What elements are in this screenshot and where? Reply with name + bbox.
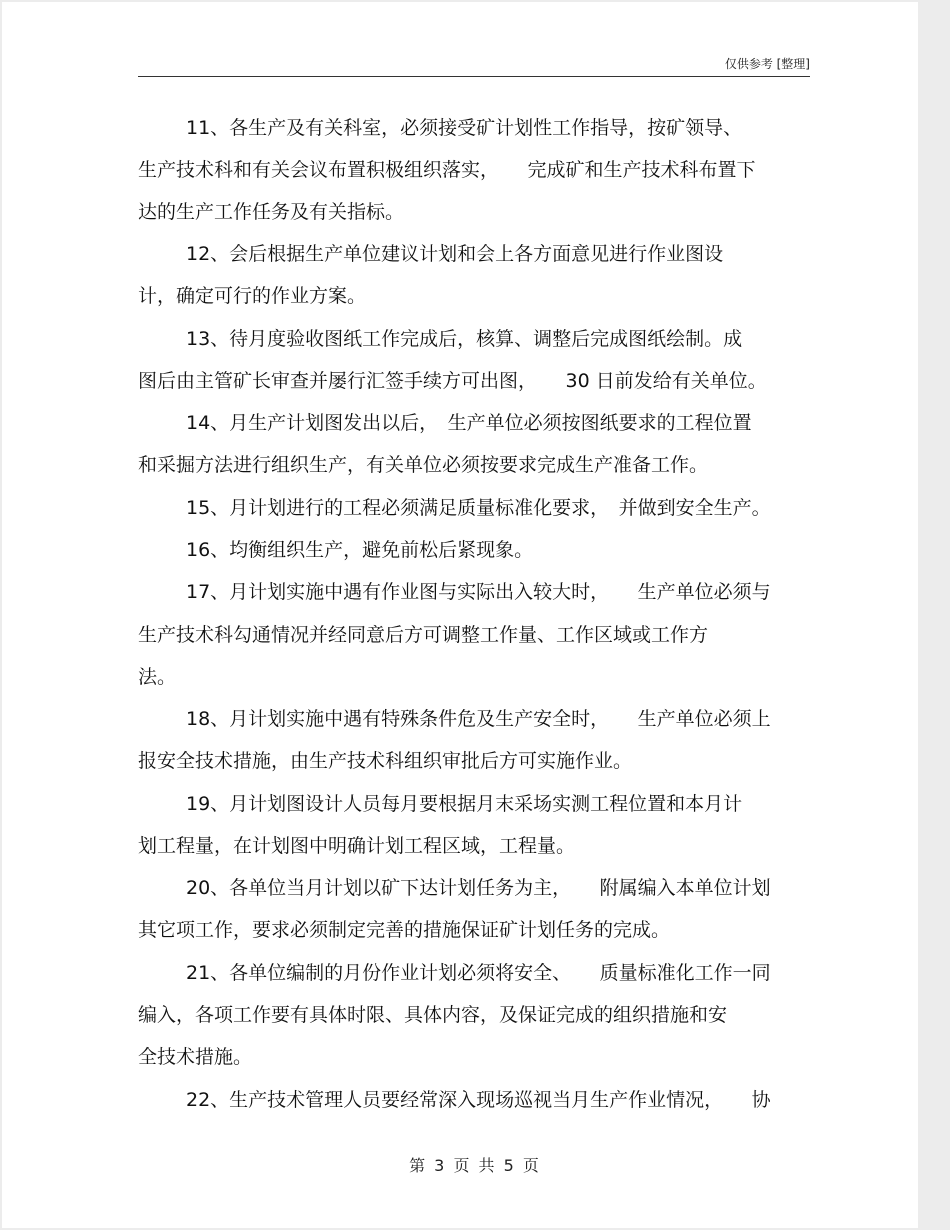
paragraph-line: 14、月生产计划图发出以后， 生产单位必须按图纸要求的工程位置 <box>186 412 752 434</box>
paragraph-line: 11、各生产及有关科室，必须接受矿计划性工作指导，按矿领导、 <box>186 117 743 139</box>
page-header: 仅供参考 [整理] <box>724 57 810 71</box>
paragraph-line: 计，确定可行的作业方案。 <box>138 285 367 307</box>
paragraph-line: 全技术措施。 <box>138 1046 253 1068</box>
paragraph-line: 和采掘方法进行组织生产，有关单位必须按要求完成生产准备工作。 <box>138 454 709 476</box>
paragraph-line: 13、待月度验收图纸工作完成后，核算、调整后完成图纸绘制。成 <box>186 328 743 350</box>
paragraph-line: 生产技术科和有关会议布置积极组织落实， 完成矿和生产技术科布置下 <box>138 159 756 181</box>
paragraph-line: 划工程量，在计划图中明确计划工程区域，工程量。 <box>138 835 576 857</box>
paragraph-line: 12、会后根据生产单位建议计划和会上各方面意见进行作业图设 <box>186 243 724 265</box>
paragraph-line: 15、月计划进行的工程必须满足质量标准化要求， 并做到安全生产。 <box>186 497 771 519</box>
paragraph-line: 达的生产工作任务及有关指标。 <box>138 201 405 223</box>
header-divider <box>138 76 810 77</box>
paragraph-line: 其它项工作，要求必须制定完善的措施保证矿计划任务的完成。 <box>138 919 671 941</box>
paragraph-line: 编入，各项工作要有具体时限、具体内容，及保证完成的组织措施和安 <box>138 1004 728 1026</box>
paragraph-line: 17、月计划实施中遇有作业图与实际出入较大时， 生产单位必须与 <box>186 581 771 603</box>
paragraph-line: 18、月计划实施中遇有特殊条件危及生产安全时， 生产单位必须上 <box>186 708 771 730</box>
paragraph-line: 报安全技术措施，由生产技术科组织审批后方可实施作业。 <box>138 750 633 772</box>
paragraph-line: 生产技术科勾通情况并经同意后方可调整工作量、工作区域或工作方 <box>138 624 709 646</box>
paragraph-line: 19、月计划图设计人员每月要根据月末采场实测工程位置和本月计 <box>186 793 743 815</box>
paragraph-line: 图后由主管矿长审查并屡行汇签手续方可出图， 30 日前发给有关单位。 <box>138 370 767 392</box>
paragraph-line: 20、各单位当月计划以矿下达计划任务为主， 附属编入本单位计划 <box>186 877 771 899</box>
paragraph-line: 21、各单位编制的月份作业计划必须将安全、 质量标准化工作一同 <box>186 962 771 984</box>
page-number-footer: 第 3 页 共 5 页 <box>409 1156 541 1175</box>
paragraph-line: 16、均衡组织生产，避免前松后紧现象。 <box>186 539 534 561</box>
paragraph-line: 22、生产技术管理人员要经常深入现场巡视当月生产作业情况， 协 <box>186 1089 771 1111</box>
paragraph-line: 法。 <box>138 666 177 688</box>
